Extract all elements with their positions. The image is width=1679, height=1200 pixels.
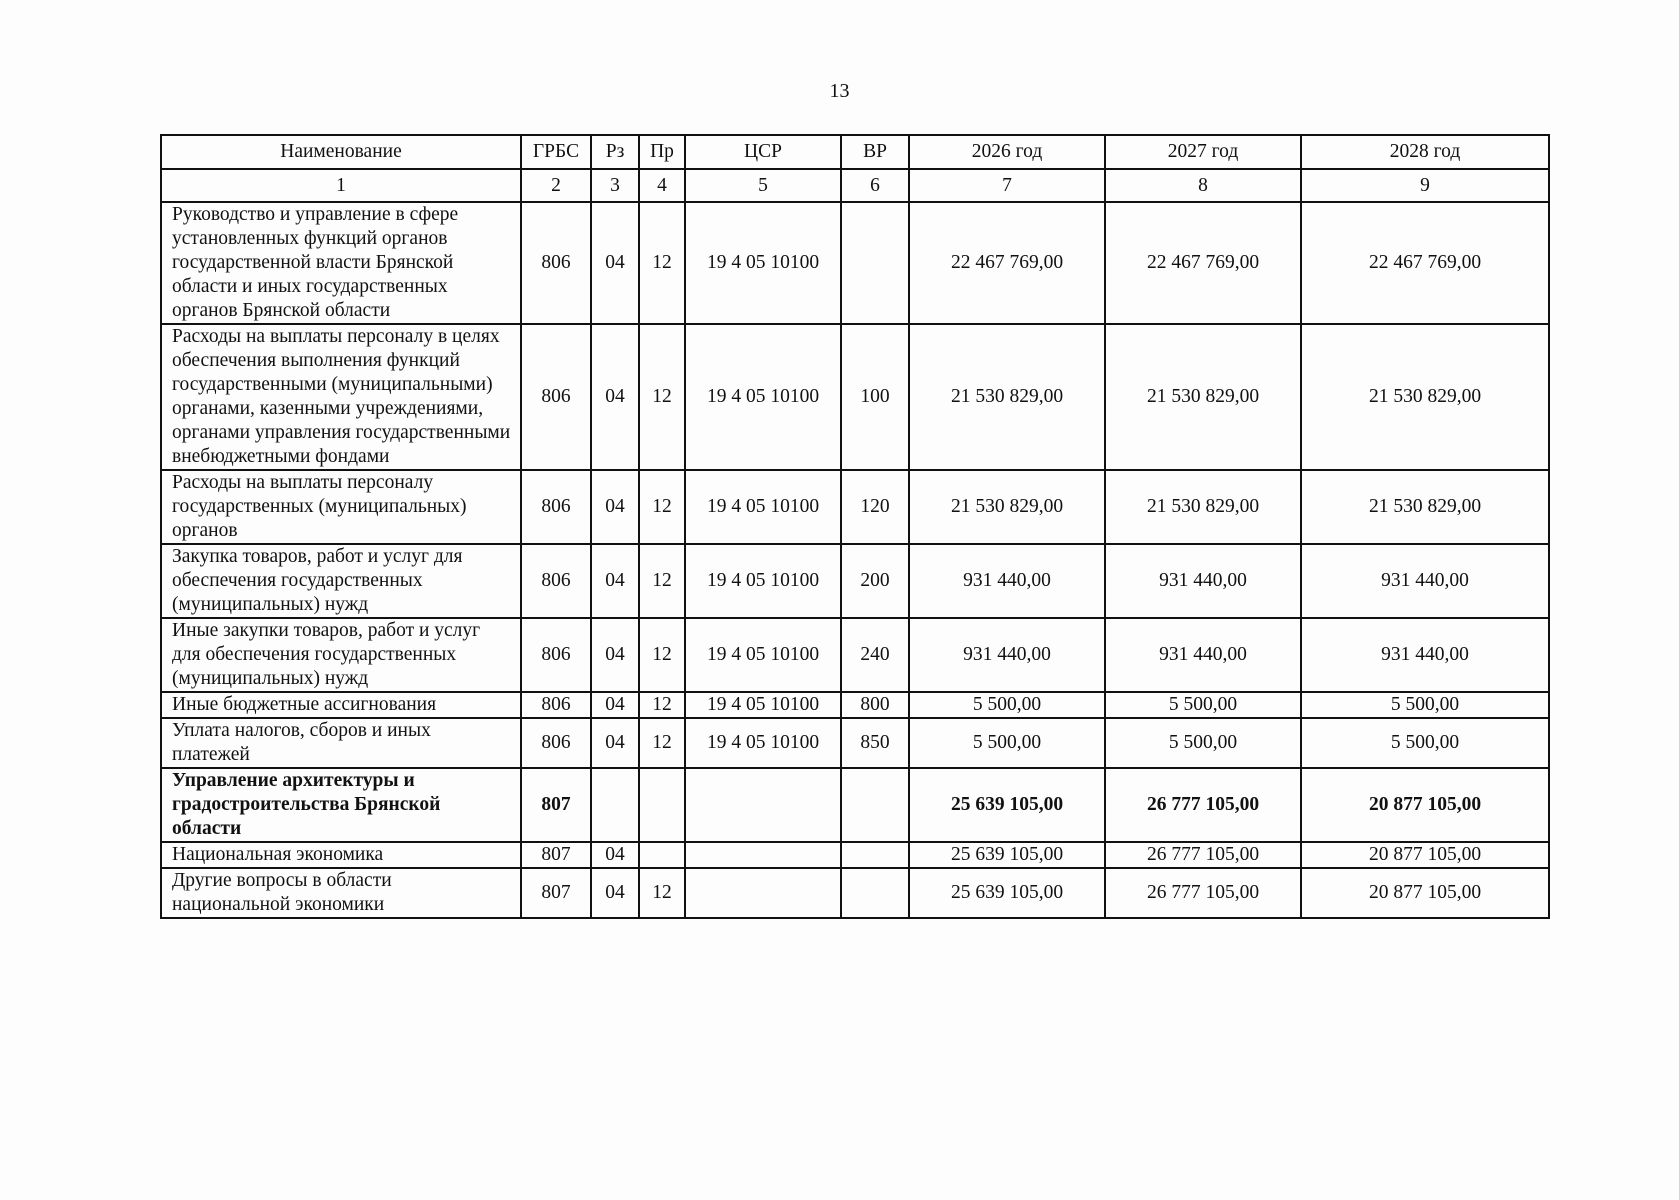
cell-rz: [591, 768, 639, 842]
cell-csr: 19 4 05 10100: [685, 718, 841, 768]
cell-name: Другие вопросы в области национальной экономики: [161, 868, 521, 918]
cell-rz: 04: [591, 718, 639, 768]
cell-vr: 100: [841, 324, 909, 470]
cell-rz: 04: [591, 470, 639, 544]
cell-vr: [841, 202, 909, 324]
cell-2028: 5 500,00: [1301, 718, 1549, 768]
table-row: [161, 718, 1549, 768]
cell-2028: 931 440,00: [1301, 618, 1549, 692]
cell-grbs: 806: [521, 692, 591, 718]
table-row: [161, 768, 1549, 842]
cell-grbs: 807: [521, 868, 591, 918]
cell-pr: [639, 768, 685, 842]
cell-2027: 5 500,00: [1105, 692, 1301, 718]
table-row: [161, 544, 1549, 618]
cell-2026: 25 639 105,00: [909, 842, 1105, 868]
cell-grbs: 806: [521, 544, 591, 618]
cell-vr: [841, 768, 909, 842]
cell-2026: 25 639 105,00: [909, 868, 1105, 918]
cell-grbs: 806: [521, 324, 591, 470]
cell-rz: 04: [591, 842, 639, 868]
cell-csr: [685, 842, 841, 868]
cell-csr: [685, 768, 841, 842]
cell-2028: 21 530 829,00: [1301, 470, 1549, 544]
numbering-cell: 2: [521, 169, 591, 202]
numbering-cell: 7: [909, 169, 1105, 202]
cell-name: Национальная экономика: [161, 842, 521, 868]
cell-2027: 931 440,00: [1105, 544, 1301, 618]
cell-pr: 12: [639, 692, 685, 718]
cell-vr: [841, 868, 909, 918]
cell-2026: 22 467 769,00: [909, 202, 1105, 324]
cell-2026: 21 530 829,00: [909, 324, 1105, 470]
header-row: [161, 135, 1549, 169]
cell-pr: 12: [639, 202, 685, 324]
cell-rz: 04: [591, 324, 639, 470]
cell-rz: 04: [591, 202, 639, 324]
cell-pr: 12: [639, 718, 685, 768]
cell-2028: 20 877 105,00: [1301, 842, 1549, 868]
cell-vr: 120: [841, 470, 909, 544]
cell-2028: 20 877 105,00: [1301, 868, 1549, 918]
cell-name: Руководство и управление в сфере установленных функций органов государственной власти Брянской области и иных государственных органов Брянской области: [161, 202, 521, 324]
cell-csr: 19 4 05 10100: [685, 692, 841, 718]
budget-table: [160, 134, 1550, 919]
cell-2027: 5 500,00: [1105, 718, 1301, 768]
table-row: [161, 202, 1549, 324]
cell-rz: 04: [591, 692, 639, 718]
cell-2027: 931 440,00: [1105, 618, 1301, 692]
numbering-row: [161, 169, 1549, 202]
table-row: [161, 842, 1549, 868]
cell-grbs: 806: [521, 618, 591, 692]
cell-2026: 21 530 829,00: [909, 470, 1105, 544]
cell-2028: 21 530 829,00: [1301, 324, 1549, 470]
cell-name: Управление архитектуры и градостроительства Брянской области: [161, 768, 521, 842]
header-2027: 2027 год: [1105, 135, 1301, 169]
cell-name: Расходы на выплаты персоналу в целях обеспечения выполнения функций государственными (муниципальными) органами, казенными учреждениями, органами управления государственными внебюджетными фондами: [161, 324, 521, 470]
header-csr: ЦСР: [685, 135, 841, 169]
cell-csr: 19 4 05 10100: [685, 618, 841, 692]
numbering-cell: 5: [685, 169, 841, 202]
cell-name: Расходы на выплаты персоналу государственных (муниципальных) органов: [161, 470, 521, 544]
cell-2027: 26 777 105,00: [1105, 768, 1301, 842]
table-row: [161, 470, 1549, 544]
header-rz: Рз: [591, 135, 639, 169]
numbering-cell: 4: [639, 169, 685, 202]
cell-grbs: 806: [521, 718, 591, 768]
cell-vr: 800: [841, 692, 909, 718]
cell-pr: 12: [639, 470, 685, 544]
page-number: 13: [829, 80, 850, 102]
cell-2026: 5 500,00: [909, 692, 1105, 718]
cell-rz: 04: [591, 544, 639, 618]
cell-csr: 19 4 05 10100: [685, 544, 841, 618]
header-2026: 2026 год: [909, 135, 1105, 169]
cell-pr: 12: [639, 868, 685, 918]
cell-vr: 240: [841, 618, 909, 692]
numbering-cell: 3: [591, 169, 639, 202]
cell-csr: [685, 868, 841, 918]
cell-vr: [841, 842, 909, 868]
cell-2028: 5 500,00: [1301, 692, 1549, 718]
cell-2026: 931 440,00: [909, 618, 1105, 692]
numbering-cell: 6: [841, 169, 909, 202]
cell-name: Иные бюджетные ассигнования: [161, 692, 521, 718]
cell-grbs: 807: [521, 768, 591, 842]
table-row: [161, 692, 1549, 718]
table-row: [161, 868, 1549, 918]
cell-csr: 19 4 05 10100: [685, 470, 841, 544]
cell-2027: 21 530 829,00: [1105, 470, 1301, 544]
cell-2027: 22 467 769,00: [1105, 202, 1301, 324]
cell-2026: 5 500,00: [909, 718, 1105, 768]
header-grbs: ГРБС: [521, 135, 591, 169]
cell-2028: 22 467 769,00: [1301, 202, 1549, 324]
cell-name: Закупка товаров, работ и услуг для обеспечения государственных (муниципальных) нужд: [161, 544, 521, 618]
cell-2027: 26 777 105,00: [1105, 842, 1301, 868]
cell-rz: 04: [591, 618, 639, 692]
cell-vr: 200: [841, 544, 909, 618]
header-name: Наименование: [161, 135, 521, 169]
table-row: [161, 324, 1549, 470]
cell-2028: 20 877 105,00: [1301, 768, 1549, 842]
cell-2026: 931 440,00: [909, 544, 1105, 618]
cell-pr: 12: [639, 324, 685, 470]
numbering-cell: 8: [1105, 169, 1301, 202]
cell-2028: 931 440,00: [1301, 544, 1549, 618]
numbering-cell: 9: [1301, 169, 1549, 202]
cell-2027: 21 530 829,00: [1105, 324, 1301, 470]
cell-csr: 19 4 05 10100: [685, 324, 841, 470]
cell-rz: 04: [591, 868, 639, 918]
header-2028: 2028 год: [1301, 135, 1549, 169]
cell-2026: 25 639 105,00: [909, 768, 1105, 842]
cell-pr: 12: [639, 618, 685, 692]
cell-name: Иные закупки товаров, работ и услуг для обеспечения государственных (муниципальных) нужд: [161, 618, 521, 692]
cell-pr: 12: [639, 544, 685, 618]
cell-grbs: 807: [521, 842, 591, 868]
numbering-cell: 1: [161, 169, 521, 202]
cell-grbs: 806: [521, 202, 591, 324]
cell-grbs: 806: [521, 470, 591, 544]
cell-csr: 19 4 05 10100: [685, 202, 841, 324]
cell-2027: 26 777 105,00: [1105, 868, 1301, 918]
cell-name: Уплата налогов, сборов и иных платежей: [161, 718, 521, 768]
header-vr: ВР: [841, 135, 909, 169]
cell-vr: 850: [841, 718, 909, 768]
cell-pr: [639, 842, 685, 868]
table-row: [161, 618, 1549, 692]
header-pr: Пр: [639, 135, 685, 169]
